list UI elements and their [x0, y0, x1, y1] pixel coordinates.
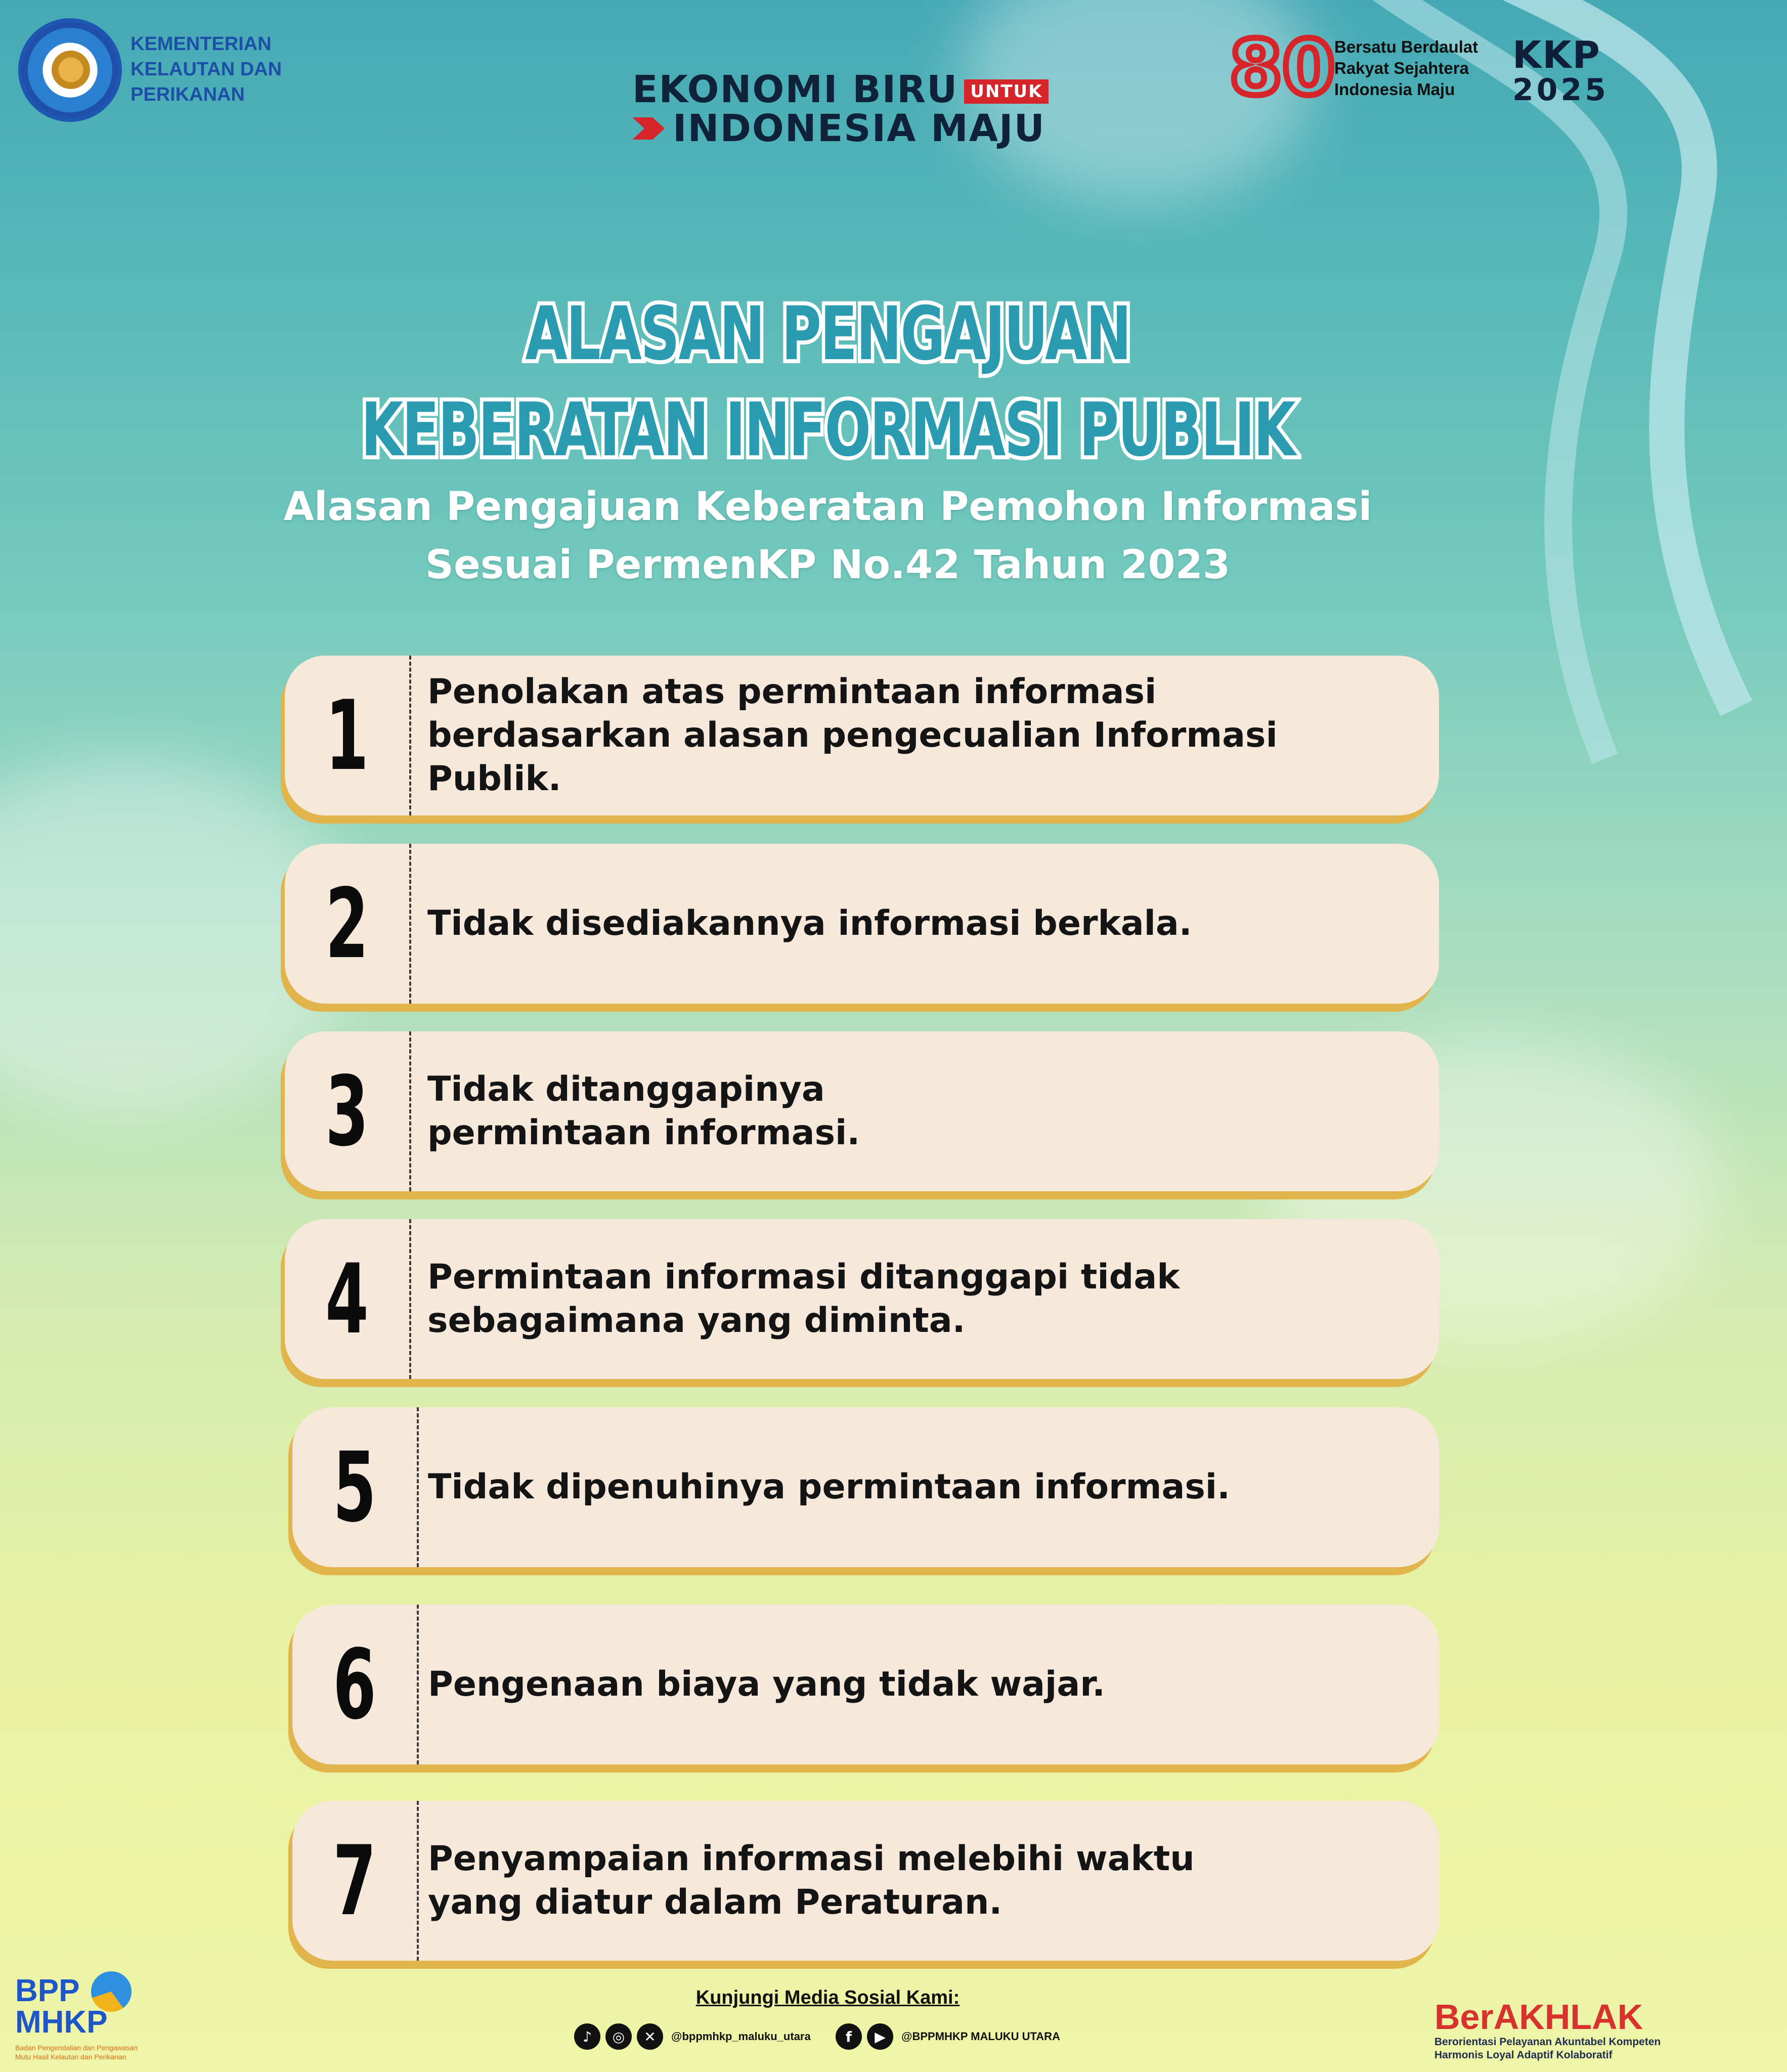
list-item [292, 1605, 1439, 1764]
social-group-2 [836, 2022, 1060, 2051]
item-number: 7 [333, 1825, 376, 1937]
tiktok-icon[interactable]: ♪ [574, 2023, 600, 2050]
ri80-line: Bersatu Berdaulat [1334, 37, 1478, 56]
berakhlak-tagline: Berorientasi Pelayanan Akuntabel Kompeten [1434, 2036, 1661, 2048]
ekonomi-biru-logo [632, 68, 1049, 150]
ri80-tagline [1334, 36, 1478, 100]
list-item [285, 1031, 1439, 1191]
ri80-line: Indonesia Maju [1334, 80, 1455, 99]
subtitle-line2: Sesuai PermenKP No.42 Tahun 2023 [425, 542, 1231, 588]
dashed-divider [417, 1407, 419, 1567]
dashed-divider [417, 1801, 419, 1961]
list-item [285, 656, 1439, 815]
social-handle[interactable]: @BPPMHKP MALUKU UTARA [901, 2030, 1060, 2043]
berakhlak-ber: Ber [1434, 1997, 1494, 2037]
dashed-divider [409, 1219, 411, 1379]
list-item [285, 844, 1439, 1004]
hut-ri-80-logo [1229, 24, 1335, 112]
social-media-label: Kunjungi Media Sosial Kami: [695, 1987, 960, 2008]
kkp-logo-year: 2025 [1512, 72, 1609, 108]
item-text: Penyampaian informasi melebihi waktu yang diatur dalam Peraturan. [428, 1839, 1195, 1922]
bpp-subtitle: Badan Pengendalian dan Pengawasan Mutu Hasil Kelautan dan Perikanan [15, 2044, 138, 2061]
list-item [285, 1219, 1439, 1379]
bpp-line1: BPP [15, 1973, 80, 2008]
facebook-icon[interactable]: f [836, 2023, 862, 2050]
ministry-line: PERIKANAN [130, 84, 245, 105]
item-number: 4 [325, 1243, 369, 1355]
berakhlak-akhlak: AKHLAK [1493, 1997, 1643, 2037]
item-text: Tidak ditanggapinya permintaan informasi. [427, 1069, 860, 1153]
item-text: Penolakan atas permintaan informasi berdasarkan alasan pengecualian Informasi Publik. [427, 672, 1278, 799]
instagram-icon[interactable]: ◎ [605, 2023, 632, 2050]
item-number: 1 [325, 679, 369, 792]
untuk-badge: UNTUK [964, 79, 1049, 104]
dashed-divider [409, 1031, 411, 1191]
dashed-divider [409, 656, 411, 815]
item-text: Tidak disediakannya informasi berkala. [427, 903, 1192, 943]
dashed-divider [417, 1605, 419, 1764]
kkp-logo-text: KKP [1512, 33, 1601, 77]
ministry-line: KEMENTERIAN [130, 33, 272, 55]
youtube-icon[interactable]: ▶ [867, 2023, 893, 2050]
list-item [292, 1801, 1439, 1961]
social-handle[interactable]: @bppmhkp_maluku_utara [671, 2030, 811, 2043]
ministry-name [130, 31, 282, 107]
page-title-line2: KEBERATAN INFORMASI PUBLIK [361, 387, 1295, 473]
item-number: 6 [333, 1628, 376, 1741]
garuda-emblem-icon [52, 51, 90, 89]
item-number: 2 [325, 868, 369, 980]
berakhlak-tagline: Harmonis Loyal Adaptif Kolaboratif [1434, 2049, 1612, 2061]
berakhlak-logo [1434, 1998, 1661, 2062]
chevron-right-icon [632, 117, 665, 140]
ri80-line: Rakyat Sejahtera [1334, 59, 1469, 77]
ri80-number: 80 [1229, 24, 1335, 112]
list-item [292, 1407, 1439, 1567]
kkp-logo [18, 18, 122, 122]
x-icon[interactable]: ✕ [637, 2023, 663, 2050]
dashed-divider [409, 844, 411, 1004]
subtitle-line1: Alasan Pengajuan Keberatan Pemohon Informasi [283, 484, 1372, 530]
item-text: Permintaan informasi ditanggapi tidak sebagaimana yang diminta. [427, 1257, 1180, 1341]
ministry-line: KELAUTAN DAN [130, 59, 282, 80]
page-title-line1: ALASAN PENGAJUAN [525, 291, 1130, 377]
social-group-1 [574, 2022, 811, 2051]
ekonomi-line1: EKONOMI BIRU [632, 68, 958, 111]
item-number: 5 [333, 1431, 376, 1543]
ekonomi-line2: INDONESIA MAJU [673, 107, 1045, 150]
kkp-2025-logo [1512, 33, 1609, 108]
item-number: 3 [325, 1055, 369, 1168]
item-text: Pengenaan biaya yang tidak wajar. [428, 1664, 1105, 1704]
item-text: Tidak dipenuhinya permintaan informasi. [428, 1467, 1230, 1507]
bpp-line2: MHKP [15, 2005, 108, 2040]
